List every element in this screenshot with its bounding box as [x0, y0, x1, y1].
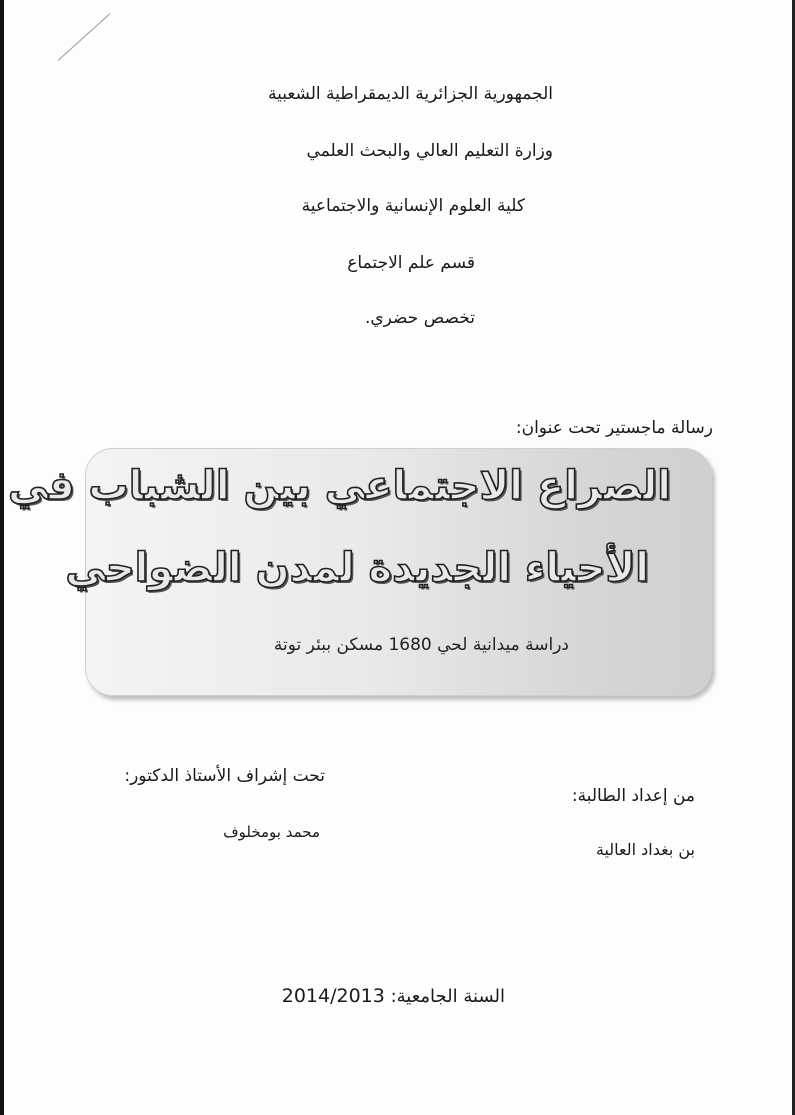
academic-year-label: السنة الجامعية: — [390, 986, 505, 1007]
department-heading: قسم علم الاجتماع — [347, 253, 475, 273]
faculty-heading: كلية العلوم الإنسانية والاجتماعية — [301, 196, 525, 216]
supervisor-name: محمد بومخلوف — [223, 823, 320, 841]
student-label: من إعداد الطالبة: — [571, 786, 695, 806]
thesis-label: رسالة ماجستير تحت عنوان: — [515, 418, 713, 438]
student-name: بن بغداد العالية — [595, 840, 695, 859]
ministry-heading: وزارة التعليم العالي والبحث العلمي — [306, 141, 553, 161]
academic-year-value: 2014/2013 — [281, 985, 385, 1007]
academic-year — [282, 985, 505, 1007]
thesis-title-line-1: الصراع الاجتماعي بين الشباب في — [7, 463, 671, 509]
title-box — [7, 448, 712, 696]
thesis-subtitle: دراسة ميدانية لحي 1680 مسكن ببئر توتة — [273, 635, 569, 655]
supervisor-label: تحت إشراف الأستاذ الدكتور: — [124, 766, 325, 786]
scan-artifact-line — [58, 13, 111, 61]
republic-heading: الجمهورية الجزائرية الديمقراطية الشعبية — [267, 84, 553, 104]
specialization-heading: تخصص حضري. — [364, 308, 475, 328]
thesis-title-line-2: الأحياء الجديدة لمدن الضواحي — [65, 545, 649, 591]
scan-border-left — [0, 0, 4, 1115]
